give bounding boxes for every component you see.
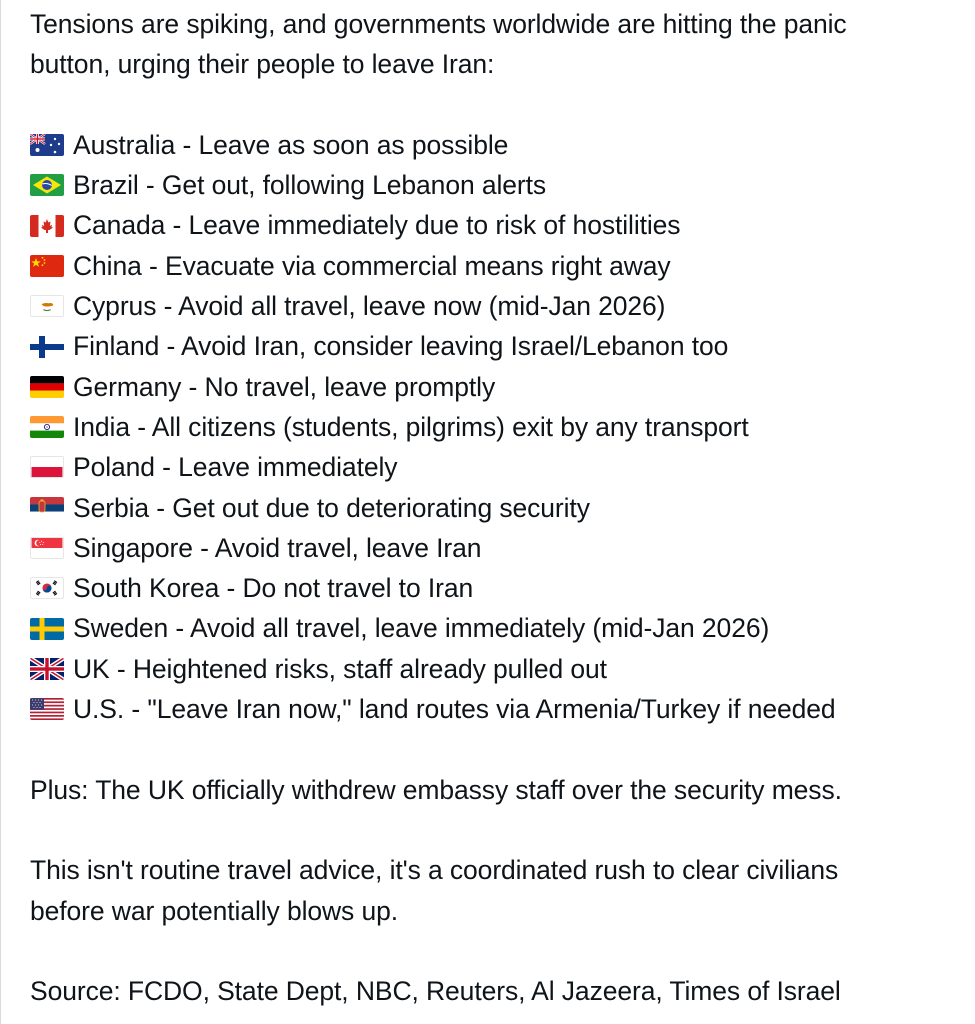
spacer (30, 810, 965, 850)
list-item (30, 205, 965, 245)
flag-brazil-icon (30, 174, 64, 196)
flag-finland-icon (30, 336, 64, 358)
plus-line: Plus: The UK officially withdrew embassy staff over the security mess. (30, 774, 842, 805)
list-item (30, 568, 965, 608)
country-advice-text: U.S. - "Leave Iran now," land routes via Armenia/Turkey if needed (73, 694, 836, 725)
intro-line-2: button, urging their people to leave Iran: (30, 49, 495, 80)
flag-poland-icon (30, 456, 64, 478)
closing-line-1: This isn't routine travel advice, it's a coordinated rush to clear civilians (30, 855, 839, 886)
flag-australia-icon (30, 134, 64, 156)
country-advice-text: Singapore - Avoid travel, leave Iran (73, 532, 482, 563)
list-item (30, 689, 965, 729)
country-advice-text: Finland - Avoid Iran, consider leaving Israel/Lebanon too (73, 331, 729, 362)
flag-south-korea-icon (30, 577, 64, 599)
list-item (30, 649, 965, 689)
flag-uk-icon (30, 658, 64, 680)
country-advice-text: Cyprus - Avoid all travel, leave now (mid-Jan 2026) (73, 291, 666, 322)
spacer (30, 729, 965, 769)
country-advice-text: Poland - Leave immediately (73, 452, 398, 483)
flag-sweden-icon (30, 618, 64, 640)
spacer (30, 931, 965, 971)
list-item (30, 488, 965, 528)
flag-china-icon (30, 255, 64, 277)
flag-cyprus-icon (30, 295, 64, 317)
source-line: Source: FCDO, State Dept, NBC, Reuters, Al Jazeera, Times of Israel (30, 976, 841, 1007)
list-item (30, 326, 965, 366)
country-advice-text: Germany - No travel, leave promptly (73, 371, 496, 402)
country-advice-text: China - Evacuate via commercial means right away (73, 250, 671, 281)
flag-india-icon (30, 416, 64, 438)
flag-singapore-icon (30, 537, 64, 559)
list-item (30, 125, 965, 165)
closing-line-2: before war potentially blows up. (30, 895, 399, 926)
country-advice-text: UK - Heightened risks, staff already pulled out (73, 653, 607, 684)
post-left-border (0, 0, 1, 1024)
country-advice-text: India - All citizens (students, pilgrims) exit by any transport (73, 411, 749, 442)
country-advice-text: Sweden - Avoid all travel, leave immediately (mid-Jan 2026) (73, 613, 770, 644)
post-body (30, 4, 965, 1011)
list-item (30, 367, 965, 407)
list-item (30, 407, 965, 447)
flag-canada-icon (30, 215, 64, 237)
list-item (30, 528, 965, 568)
list-item (30, 246, 965, 286)
country-list (30, 125, 965, 729)
list-item (30, 286, 965, 326)
country-advice-text: South Korea - Do not travel to Iran (73, 573, 474, 604)
country-advice-text: Australia - Leave as soon as possible (73, 129, 509, 160)
country-advice-text: Serbia - Get out due to deteriorating security (73, 492, 590, 523)
flag-serbia-icon (30, 497, 64, 519)
flag-us-icon (30, 698, 64, 720)
country-advice-text: Brazil - Get out, following Lebanon alerts (73, 170, 547, 201)
list-item (30, 608, 965, 648)
flag-germany-icon (30, 376, 64, 398)
spacer (30, 85, 965, 125)
intro-line-1: Tensions are spiking, and governments worldwide are hitting the panic (30, 9, 847, 39)
list-item (30, 447, 965, 487)
country-advice-text: Canada - Leave immediately due to risk of hostilities (73, 210, 681, 241)
list-item (30, 165, 965, 205)
